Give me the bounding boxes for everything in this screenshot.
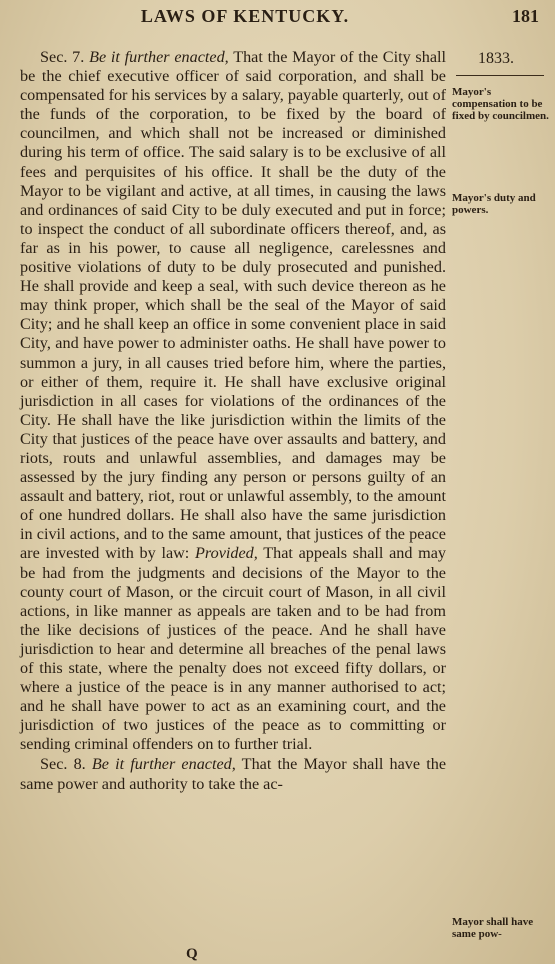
signature-mark: Q — [186, 946, 198, 962]
section-8 — [20, 755, 446, 793]
section-text: That the Mayor of the City shall be the chief executive officer of said corporation, and shall be compensated for his services by a salary, payable quarterly, out of the funds of the corporation, to be fixed by the board of councilmen, and which shall not be increased or diminished during his term of office. The said salary is to be exclusive of all fees and perquisites of his office. It shall be the duty of the Mayor to be vigilant and active, at all times, in causing the laws and ordinances of said City to be duly executed and put in force; to inspect the conduct of all subordinate officers thereof, and, as far as in his power, to cause all negligence, carelessnes and positive violations of duty to be duly prosecuted and punished. He shall provide and keep a seal, with such device thereon as he may think proper, which shall be the seal of the Mayor of said City; and he shall keep an office in some convenient place in said City, and have power to administer oaths. He shall have power to summon a jury, in all causes tried before him, where the parties, or either of them, require it. He shall have exclusive original jurisdiction in all cases for violations of the ordinances of the City. He shall have the like jurisdiction within the limits of the City that justices of the peace have over assaults and battery, and riots, routs and unlawful assemblies, and damages may be assessed by the jury finding any person or persons guilty of an assault and battery, riot, rout or unlawful assembly, to the amount of one hundred dollars. He shall also have the same jurisdiction in civil actions, and to the same amount, that justices of the peace are invested with by law: — [20, 48, 446, 563]
enacting-clause: Be it further enacted, — [91, 755, 236, 774]
section-label: Sec. 7. — [40, 48, 85, 66]
page-number: 181 — [512, 6, 539, 26]
body-text — [20, 48, 446, 794]
running-head: LAWS OF KENTUCKY. — [140, 6, 350, 26]
margin-year: 1833. — [478, 50, 514, 67]
proviso-text: That appeals shall and may be had from the judgments and decisions of the Mayor to the county court of Mason, or the circuit court of Mason, in all civil actions, in like manner as appeals are taken and to be had from the like decisions of justices of the peace. And he shall have jurisdiction to hear and determine all breaches of the penal laws of this state, where the penalty does not exceed fifty dollars, or where a justice of the peace is in any manner authorised to act; and he shall have power to act as an examining court, and the jurisdiction of two justices of the peace as to committing or sending criminal offenders on to further trial. — [20, 544, 446, 754]
section-7 — [20, 48, 446, 754]
section-text: That the Mayor shall have the same power and authority to take the ac- — [20, 755, 447, 793]
margin-note-same-power: Mayor shall have same pow- — [452, 916, 534, 940]
margin-rule — [456, 75, 544, 76]
page-header — [0, 6, 555, 32]
margin-note-duty: Mayor's duty and powers. — [452, 192, 536, 216]
section-label: Sec. 8. — [40, 755, 86, 774]
margin-note-compensation: Mayor's compensation to be fixed by councilmen. — [452, 86, 549, 122]
enacting-clause: Be it further enacted, — [89, 48, 229, 66]
proviso-clause: Provided, — [195, 544, 258, 563]
